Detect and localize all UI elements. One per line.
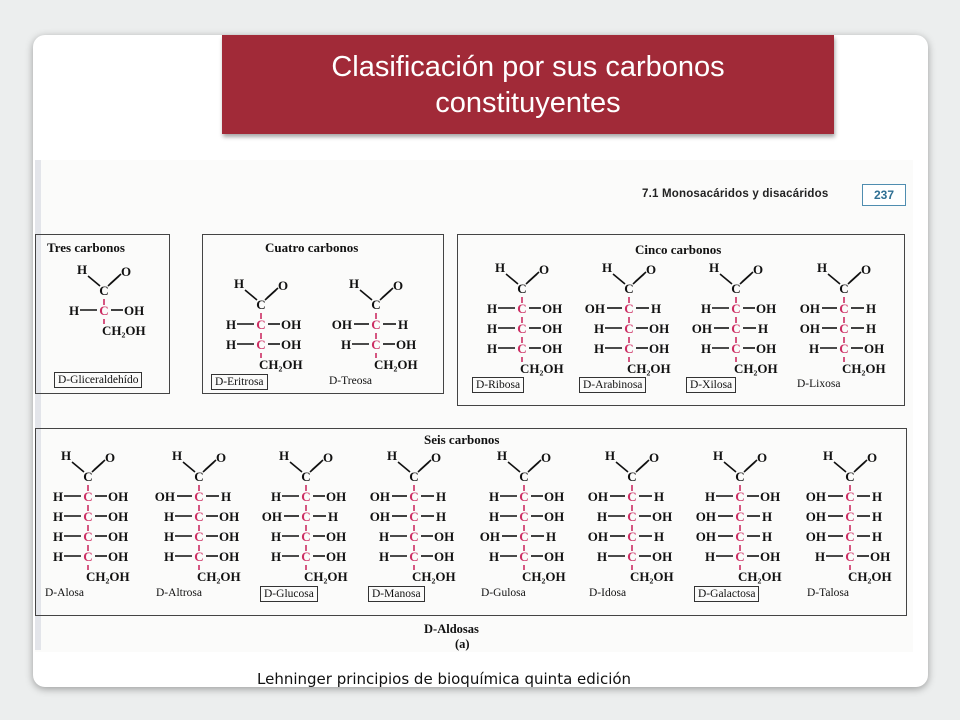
substituent-oh: OH: [799, 321, 820, 336]
sugar-structure: [583, 260, 695, 420]
bond: [638, 460, 649, 470]
substituent-oh: OH: [281, 317, 302, 332]
aldehyde-h: H: [348, 276, 360, 291]
terminal-ch2oh: CH₂OH: [259, 357, 303, 372]
chiral-carbon: C: [845, 489, 855, 504]
substituent-oh: OH: [154, 489, 175, 504]
chiral-carbon: C: [83, 549, 93, 564]
sugar-structure: [330, 276, 442, 436]
substituent-oh: OH: [691, 321, 712, 336]
chiral-carbon: C: [839, 321, 849, 336]
substituent-oh: OH: [695, 509, 716, 524]
substituent-h: H: [398, 317, 409, 332]
sugar-structure: [586, 448, 698, 608]
aldehyde-carbon: C: [624, 281, 634, 296]
chiral-carbon: C: [83, 509, 93, 524]
panel-title-seis: Seis carbonos: [424, 432, 500, 447]
sugar-name: D-Arabinosa: [579, 377, 646, 393]
substituent-oh: OH: [756, 301, 777, 316]
sugar-structure: [804, 448, 916, 608]
bond: [420, 460, 431, 470]
sugar-structure: [215, 276, 327, 436]
substituent-oh: OH: [805, 489, 826, 504]
bond: [530, 460, 541, 470]
aldehyde-o: O: [120, 264, 132, 279]
book-header: 7.1 Monosacáridos y disacáridos: [642, 188, 829, 200]
substituent-h: H: [654, 529, 665, 544]
substituent-oh: OH: [544, 509, 565, 524]
substituent-h: H: [704, 489, 716, 504]
chiral-carbon: C: [256, 317, 266, 332]
substituent-oh: OH: [695, 529, 716, 544]
chiral-carbon: C: [735, 509, 745, 524]
aldehyde-carbon: C: [627, 469, 637, 484]
substituent-h: H: [762, 529, 773, 544]
aldehyde-h: H: [601, 260, 613, 275]
chiral-carbon: C: [194, 549, 204, 564]
source-caption: Lehninger principios de bioquímica quinta edición: [257, 670, 632, 688]
bond: [245, 290, 257, 300]
terminal-ch2oh: CH₂OH: [374, 357, 418, 372]
chiral-carbon: C: [409, 489, 419, 504]
fischer-projection: [694, 448, 806, 608]
substituent-oh: OH: [369, 509, 390, 524]
terminal-ch2oh: CH₂OH: [86, 569, 130, 584]
substituent-oh: OH: [584, 301, 605, 316]
chiral-carbon: C: [256, 337, 266, 352]
substituent-oh: OH: [108, 549, 129, 564]
fischer-projection: [476, 260, 588, 420]
bond: [267, 288, 278, 298]
fischer-projection: [330, 276, 442, 436]
sugar-structure: [476, 260, 588, 420]
substituent-oh: OH: [544, 489, 565, 504]
substituent-h: H: [872, 489, 883, 504]
chiral-carbon: C: [83, 489, 93, 504]
aldehyde-carbon: C: [731, 281, 741, 296]
terminal-ch2oh: CH₂OH: [412, 569, 456, 584]
bond: [828, 274, 840, 284]
substituent-oh: OH: [331, 317, 352, 332]
bond: [850, 272, 861, 282]
chiral-carbon: C: [627, 549, 637, 564]
substituent-h: H: [593, 321, 605, 336]
bond: [508, 462, 520, 472]
bond: [856, 460, 867, 470]
chiral-carbon: C: [627, 489, 637, 504]
aldehyde-o: O: [648, 450, 660, 465]
bond: [398, 462, 410, 472]
substituent-oh: OH: [805, 509, 826, 524]
fischer-projection: [215, 276, 327, 436]
figure-name: D-Aldosas: [424, 622, 479, 636]
terminal-ch2oh: CH₂OH: [738, 569, 782, 584]
bond: [205, 460, 216, 470]
bond: [616, 462, 628, 472]
fischer-projection: [153, 448, 265, 608]
substituent-h: H: [866, 321, 877, 336]
aldehyde-o: O: [215, 450, 227, 465]
aldehyde-o: O: [540, 450, 552, 465]
aldehyde-h: H: [494, 260, 506, 275]
chiral-carbon: C: [627, 509, 637, 524]
sugar-name: D-Alosa: [45, 587, 84, 599]
sugar-structure: [798, 260, 910, 420]
aldehyde-h: H: [386, 448, 398, 463]
substituent-h: H: [221, 489, 232, 504]
substituent-h: H: [704, 549, 716, 564]
fischer-projection: [804, 448, 916, 608]
sugar-name: D-Altrosa: [156, 587, 202, 599]
aldehyde-o: O: [322, 450, 334, 465]
chiral-carbon: C: [735, 549, 745, 564]
substituent-h: H: [758, 321, 769, 336]
chiral-carbon: C: [83, 529, 93, 544]
aldehyde-h: H: [278, 448, 290, 463]
panel-title-cuatro: Cuatro carbonos: [265, 240, 359, 255]
sugar-name: D-Eritrosa: [211, 374, 268, 390]
fischer-projection: [586, 448, 698, 608]
substituent-h: H: [68, 303, 80, 318]
chiral-carbon: C: [519, 529, 529, 544]
bond: [183, 462, 195, 472]
substituent-h: H: [163, 509, 175, 524]
substituent-oh: OH: [281, 337, 302, 352]
substituent-oh: OH: [805, 529, 826, 544]
substituent-oh: OH: [219, 509, 240, 524]
bond: [834, 462, 846, 472]
terminal-ch2oh: CH₂OH: [627, 361, 671, 376]
chiral-carbon: C: [519, 489, 529, 504]
substituent-h: H: [700, 341, 712, 356]
bond: [742, 272, 753, 282]
chiral-carbon: C: [845, 549, 855, 564]
substituent-oh: OH: [108, 509, 129, 524]
chiral-carbon: C: [409, 509, 419, 524]
bond: [94, 460, 105, 470]
substituent-h: H: [488, 509, 500, 524]
substituent-oh: OH: [652, 549, 673, 564]
sugar-name: D-Xilosa: [686, 377, 736, 393]
aldehyde-h: H: [233, 276, 245, 291]
substituent-h: H: [808, 341, 820, 356]
terminal-ch2oh: CH₂OH: [630, 569, 674, 584]
sugar-name: D-Gliceraldehído: [54, 372, 142, 388]
sugar-name: D-Gulosa: [481, 587, 526, 599]
sugar-name: D-Treosa: [329, 375, 373, 387]
aldehyde-o: O: [277, 278, 289, 293]
substituent-oh: OH: [434, 529, 455, 544]
chiral-carbon: C: [731, 341, 741, 356]
substituent-h: H: [872, 529, 883, 544]
aldehyde-o: O: [866, 450, 878, 465]
substituent-h: H: [651, 301, 662, 316]
chiral-carbon: C: [517, 341, 527, 356]
substituent-h: H: [596, 509, 608, 524]
bond: [528, 272, 539, 282]
aldehyde-carbon: C: [301, 469, 311, 484]
chiral-carbon: C: [731, 301, 741, 316]
substituent-h: H: [52, 549, 64, 564]
sugar-structure: [368, 448, 480, 608]
substituent-oh: OH: [479, 529, 500, 544]
substituent-oh: OH: [649, 321, 670, 336]
substituent-oh: OH: [542, 301, 563, 316]
bond: [746, 460, 757, 470]
sugar-name: D-Lixosa: [797, 378, 841, 390]
sugar-name: D-Idosa: [589, 587, 627, 599]
aldehyde-carbon: C: [194, 469, 204, 484]
terminal-ch2oh: CH₂OH: [522, 569, 566, 584]
bond: [724, 462, 736, 472]
bond: [72, 462, 84, 472]
substituent-oh: OH: [326, 529, 347, 544]
substituent-oh: OH: [396, 337, 417, 352]
substituent-oh: OH: [108, 489, 129, 504]
aldehyde-h: H: [76, 262, 88, 277]
chiral-carbon: C: [627, 529, 637, 544]
substituent-oh: OH: [544, 549, 565, 564]
fischer-projection: [583, 260, 695, 420]
sugar-structure: [690, 260, 802, 420]
sugar-structure: [58, 262, 170, 422]
slide-title-box: [222, 35, 834, 134]
substituent-h: H: [700, 301, 712, 316]
substituent-h: H: [593, 341, 605, 356]
chiral-carbon: C: [409, 549, 419, 564]
bond: [720, 274, 732, 284]
bond: [635, 272, 646, 282]
substituent-h: H: [225, 317, 237, 332]
chiral-carbon: C: [845, 509, 855, 524]
chiral-carbon: C: [519, 549, 529, 564]
substituent-oh: OH: [587, 529, 608, 544]
substituent-oh: OH: [369, 489, 390, 504]
substituent-oh: OH: [326, 489, 347, 504]
substituent-oh: OH: [219, 549, 240, 564]
chiral-carbon: C: [839, 341, 849, 356]
chiral-carbon: C: [301, 489, 311, 504]
aldehyde-h: H: [708, 260, 720, 275]
substituent-h: H: [866, 301, 877, 316]
terminal-ch2oh: CH₂OH: [734, 361, 778, 376]
aldehyde-carbon: C: [409, 469, 419, 484]
sugar-name: D-Ribosa: [472, 377, 524, 393]
chiral-carbon: C: [519, 509, 529, 524]
chiral-carbon: C: [735, 489, 745, 504]
aldehyde-o: O: [104, 450, 116, 465]
terminal-ch2oh: CH₂OH: [304, 569, 348, 584]
substituent-h: H: [270, 489, 282, 504]
aldehyde-o: O: [860, 262, 872, 277]
substituent-h: H: [486, 301, 498, 316]
substituent-oh: OH: [756, 341, 777, 356]
chiral-carbon: C: [624, 321, 634, 336]
aldehyde-carbon: C: [735, 469, 745, 484]
aldehyde-carbon: C: [845, 469, 855, 484]
chiral-carbon: C: [371, 337, 381, 352]
sugar-structure: [694, 448, 806, 608]
substituent-h: H: [378, 549, 390, 564]
substituent-h: H: [52, 529, 64, 544]
chiral-carbon: C: [194, 509, 204, 524]
bond: [290, 462, 302, 472]
chiral-carbon: C: [517, 321, 527, 336]
sugar-name: D-Galactosa: [694, 586, 759, 602]
aldehyde-o: O: [430, 450, 442, 465]
fischer-projection: [798, 260, 910, 420]
chiral-carbon: C: [624, 301, 634, 316]
substituent-h: H: [340, 337, 352, 352]
fischer-projection: [42, 448, 154, 608]
aldehyde-h: H: [604, 448, 616, 463]
aldehyde-o: O: [538, 262, 550, 277]
chiral-carbon: C: [731, 321, 741, 336]
substituent-h: H: [436, 489, 447, 504]
aldehyde-carbon: C: [371, 297, 381, 312]
sugar-structure: [478, 448, 590, 608]
substituent-oh: OH: [108, 529, 129, 544]
fischer-projection: [478, 448, 590, 608]
aldehyde-o: O: [645, 262, 657, 277]
aldehyde-o: O: [756, 450, 768, 465]
sugar-structure: [260, 448, 372, 608]
substituent-h: H: [270, 529, 282, 544]
substituent-oh: OH: [219, 529, 240, 544]
substituent-oh: OH: [587, 489, 608, 504]
substituent-oh: OH: [542, 321, 563, 336]
substituent-oh: OH: [760, 489, 781, 504]
figure-panel-letter: (a): [455, 637, 470, 651]
substituent-h: H: [270, 549, 282, 564]
aldehyde-o: O: [392, 278, 404, 293]
substituent-h: H: [378, 529, 390, 544]
substituent-h: H: [654, 489, 665, 504]
aldehyde-h: H: [816, 260, 828, 275]
substituent-h: H: [486, 321, 498, 336]
substituent-h: H: [436, 509, 447, 524]
chiral-carbon: C: [371, 317, 381, 332]
substituent-oh: OH: [124, 303, 145, 318]
substituent-h: H: [546, 529, 557, 544]
substituent-oh: OH: [649, 341, 670, 356]
substituent-h: H: [163, 549, 175, 564]
terminal-ch2oh: CH₂OH: [842, 361, 886, 376]
aldehyde-carbon: C: [839, 281, 849, 296]
chiral-carbon: C: [99, 303, 109, 318]
aldehyde-carbon: C: [256, 297, 266, 312]
aldehyde-h: H: [822, 448, 834, 463]
substituent-oh: OH: [870, 549, 891, 564]
substituent-oh: OH: [326, 549, 347, 564]
aldehyde-carbon: C: [519, 469, 529, 484]
bond: [312, 460, 323, 470]
chiral-carbon: C: [301, 529, 311, 544]
substituent-h: H: [814, 549, 826, 564]
terminal-ch2oh: CH₂OH: [848, 569, 892, 584]
sugar-name: D-Manosa: [368, 586, 425, 602]
bond: [110, 274, 121, 284]
substituent-oh: OH: [434, 549, 455, 564]
substituent-h: H: [52, 509, 64, 524]
sugar-structure: [153, 448, 265, 608]
substituent-oh: OH: [542, 341, 563, 356]
bond: [506, 274, 518, 284]
substituent-oh: OH: [652, 509, 673, 524]
fischer-projection: [368, 448, 480, 608]
page-number: 237: [862, 184, 906, 206]
substituent-h: H: [872, 509, 883, 524]
sugar-name: D-Talosa: [807, 587, 849, 599]
substituent-h: H: [52, 489, 64, 504]
chiral-carbon: C: [517, 301, 527, 316]
aldehyde-h: H: [171, 448, 183, 463]
aldehyde-carbon: C: [99, 283, 109, 298]
substituent-h: H: [762, 509, 773, 524]
panel-title-cinco: Cinco carbonos: [635, 242, 722, 257]
chiral-carbon: C: [839, 301, 849, 316]
chiral-carbon: C: [194, 489, 204, 504]
substituent-h: H: [596, 549, 608, 564]
aldehyde-carbon: C: [83, 469, 93, 484]
substituent-oh: OH: [261, 509, 282, 524]
fischer-projection: [260, 448, 372, 608]
terminal-ch2oh: CH₂OH: [197, 569, 241, 584]
bond: [360, 290, 372, 300]
substituent-oh: OH: [864, 341, 885, 356]
aldehyde-h: H: [60, 448, 72, 463]
substituent-h: H: [163, 529, 175, 544]
fischer-projection: [58, 262, 170, 422]
chiral-carbon: C: [845, 529, 855, 544]
terminal-ch2oh: CH₂OH: [520, 361, 564, 376]
bond: [613, 274, 625, 284]
chiral-carbon: C: [409, 529, 419, 544]
substituent-oh: OH: [760, 549, 781, 564]
bond: [382, 288, 393, 298]
substituent-h: H: [486, 341, 498, 356]
aldehyde-h: H: [712, 448, 724, 463]
aldehyde-carbon: C: [517, 281, 527, 296]
fischer-projection: [690, 260, 802, 420]
chiral-carbon: C: [301, 549, 311, 564]
slide-title: Clasificación por sus carbonos constituyentes: [331, 50, 725, 119]
bond: [88, 276, 100, 286]
chiral-carbon: C: [301, 509, 311, 524]
substituent-h: H: [488, 549, 500, 564]
aldehyde-h: H: [496, 448, 508, 463]
sugar-structure: [42, 448, 154, 608]
chiral-carbon: C: [194, 529, 204, 544]
substituent-oh: OH: [799, 301, 820, 316]
terminal-ch2oh: CH₂OH: [102, 323, 146, 338]
sugar-name: D-Glucosa: [260, 586, 318, 602]
chiral-carbon: C: [624, 341, 634, 356]
substituent-h: H: [328, 509, 339, 524]
substituent-h: H: [488, 489, 500, 504]
panel-title-tres: Tres carbonos: [47, 240, 125, 255]
aldehyde-o: O: [752, 262, 764, 277]
substituent-h: H: [225, 337, 237, 352]
chiral-carbon: C: [735, 529, 745, 544]
